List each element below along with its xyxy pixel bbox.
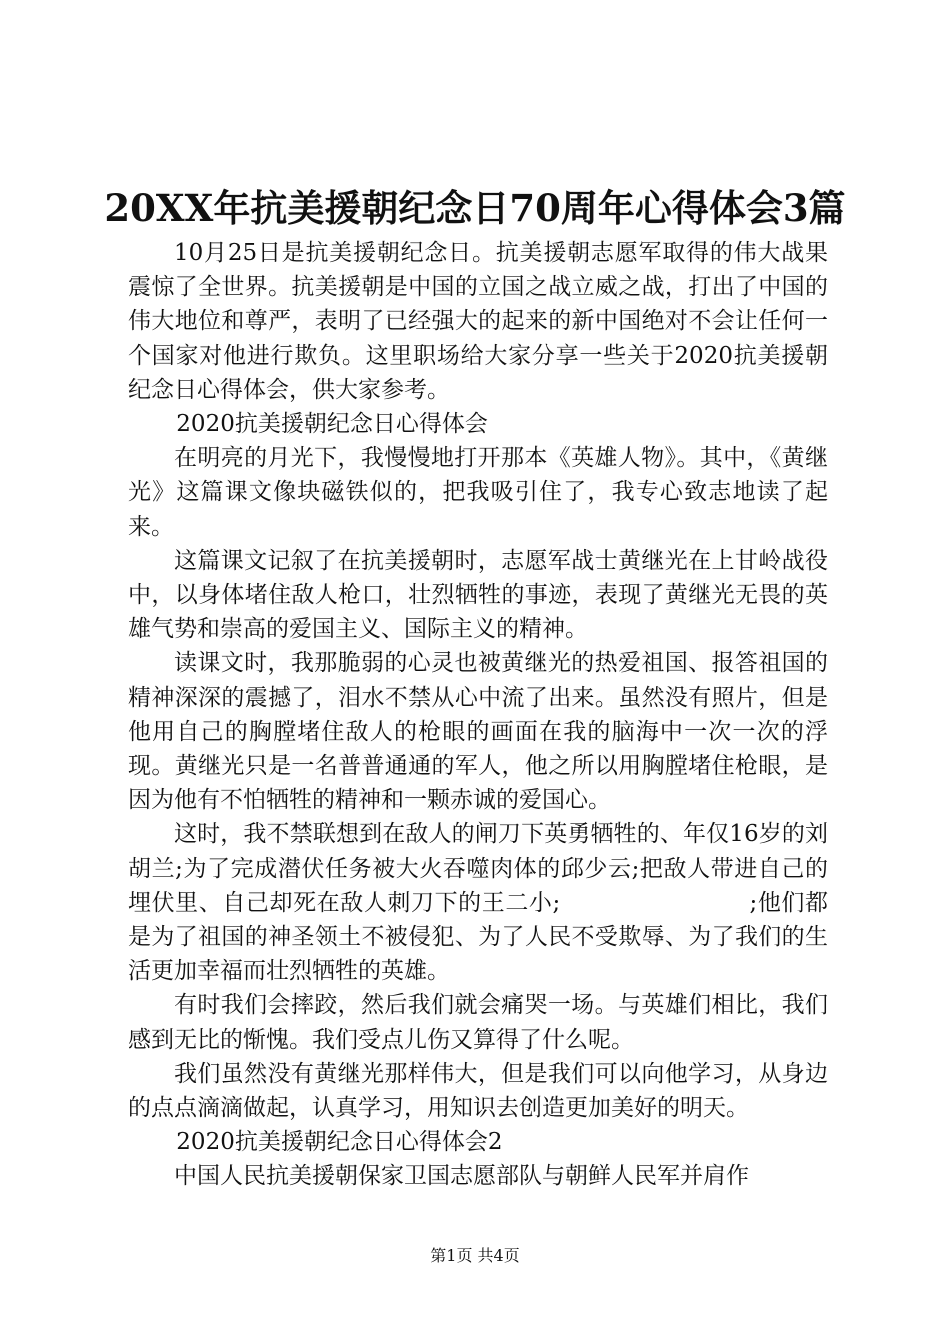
body-paragraph: 这篇课文记叙了在抗美援朝时，志愿军战士黄继光在上甘岭战役中，以身体堵住敌人枪口，壮烈牺牲的事迹，表现了黄继光无畏的英雄气势和崇高的爱国主义、国际主义的精神。 (128, 547, 828, 643)
intro-paragraph: 10月25日是抗美援朝纪念日。抗美援朝志愿军取得的伟大战果震惊了全世界。抗美援朝是中国的立国之战立威之战，打出了中国的伟大地位和尊严，表明了已经强大的起来的新中国绝对不会让任何一个国家对他进行欺负。这里职场给大家分享一些关于2020抗美援朝纪念日心得体会，供大家参考。 (128, 240, 828, 403)
body-paragraph: 这时，我不禁联想到在敌人的闸刀下英勇牺牲的、年仅16岁的刘胡兰;为了完成潜伏任务被大火吞噬肉体的邱少云;把敌人带进自己的埋伏里、自己却死在敌人刺刀下的王二小; ;他们都是为了祖国的神圣领土不被侵犯、为了人民不受欺辱、为了我们的生活更加幸福而壮烈牺牲的英雄。 (128, 821, 828, 985)
document-body (128, 236, 828, 1194)
body-paragraph: 在明亮的月光下，我慢慢地打开那本《英雄人物》。其中，《黄继光》这篇课文像块磁铁似的，把我吸引住了，我专心致志地读了起来。 (128, 445, 828, 540)
document-title: 20XX年抗美援朝纪念日70周年心得体会3篇 (104, 186, 846, 230)
section-heading-2: 2020抗美援朝纪念日心得体会2 (176, 1129, 503, 1156)
body-paragraph: 读课文时，我那脆弱的心灵也被黄继光的热爱祖国、报答祖国的精神深深的震撼了，泪水不禁从心中流了出来。虽然没有照片，但是他用自己的胸膛堵住敌人的枪眼的画面在我的脑海中一次一次的浮现。黄继光只是一名普普通通的军人，他之所以用胸膛堵住枪眼，是因为他有不怕牺牲的精神和一颗赤诚的爱国心。 (128, 650, 828, 814)
body-paragraph: 中国人民抗美援朝保家卫国志愿部队与朝鲜人民军并肩作 (174, 1163, 749, 1190)
body-paragraph: 有时我们会摔跤，然后我们就会痛哭一场。与英雄们相比，我们感到无比的惭愧。我们受点儿伤又算得了什么呢。 (128, 992, 828, 1053)
section-heading-1: 2020抗美援朝纪念日心得体会 (176, 411, 488, 438)
page-footer: 第1页 共4页 (430, 1246, 520, 1265)
body-paragraph: 我们虽然没有黄继光那样伟大，但是我们可以向他学习，从身边的点点滴滴做起，认真学习，用知识去创造更加美好的明天。 (128, 1060, 828, 1122)
